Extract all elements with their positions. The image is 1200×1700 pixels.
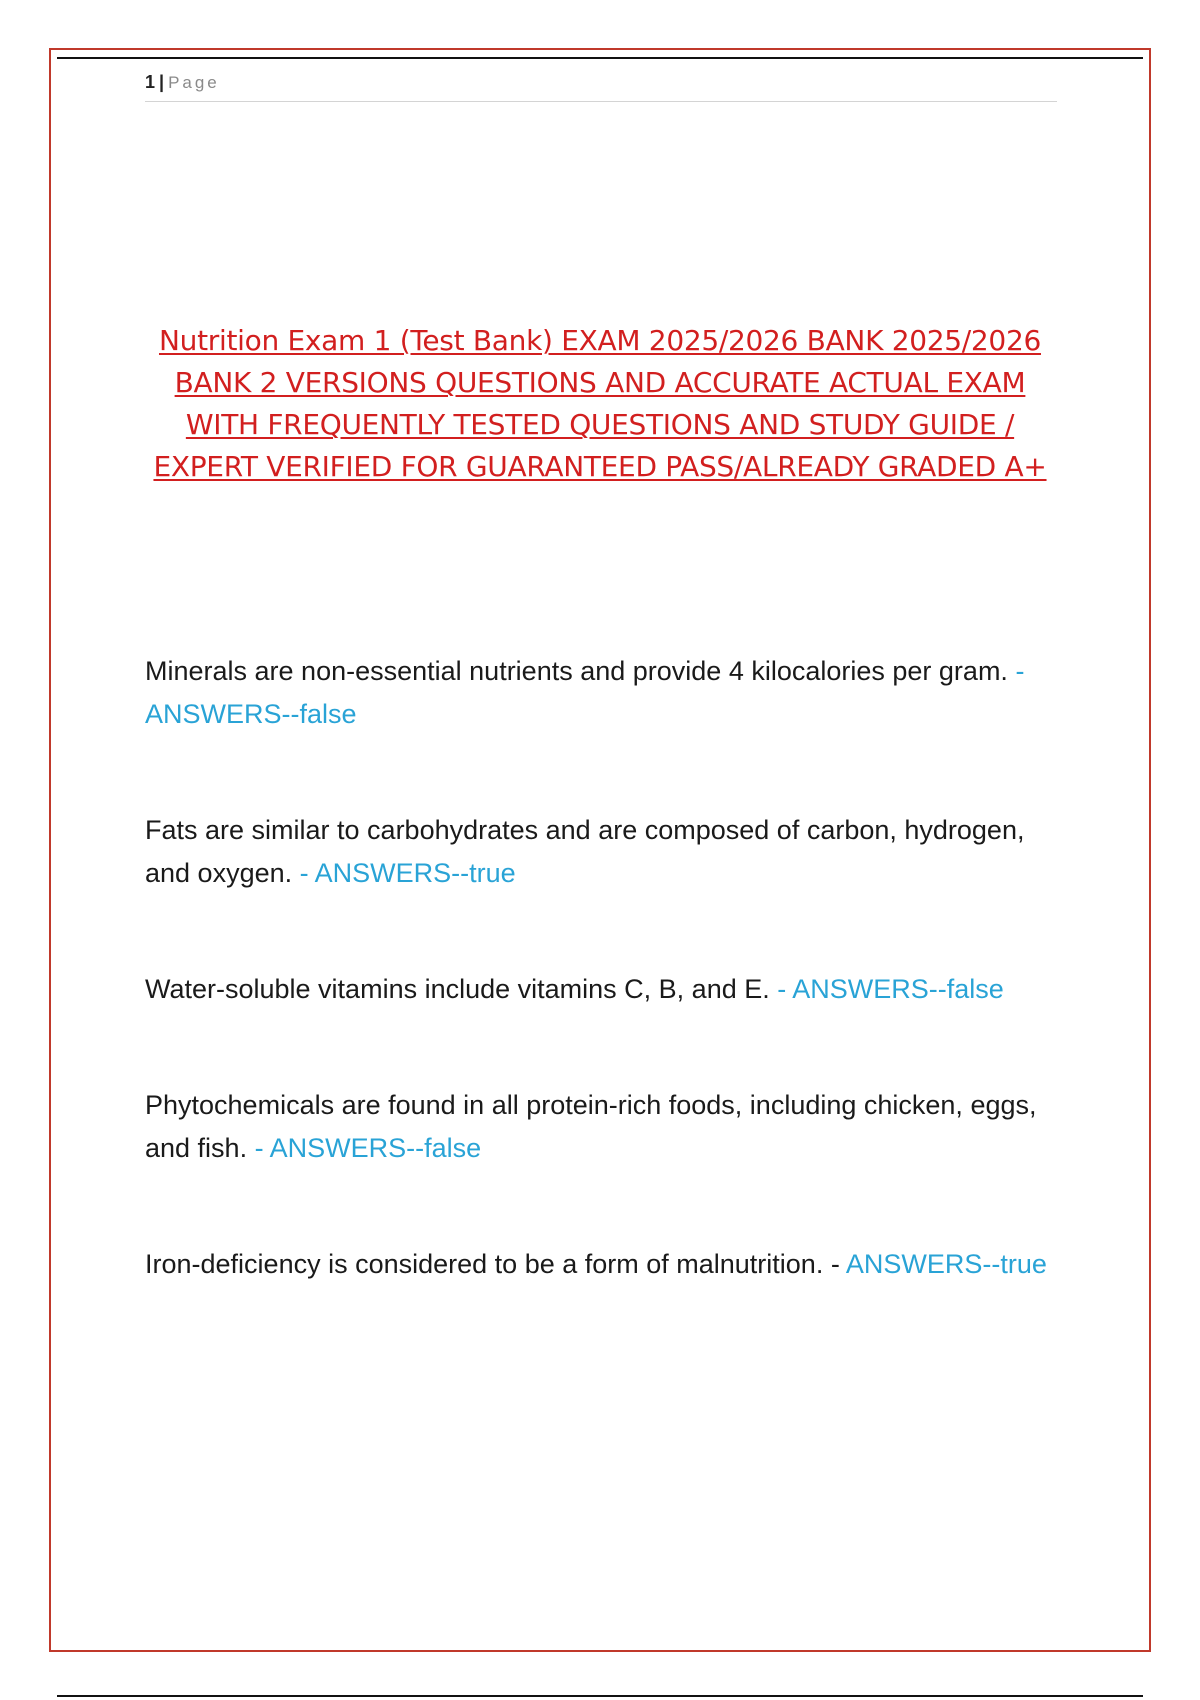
bottom-rule (57, 1695, 1143, 1697)
question-text: Phytochemicals are found in all protein-rich foods, including chicken, eggs, and fish. (145, 1090, 1037, 1163)
question-item (145, 1084, 1075, 1170)
question-item (145, 650, 1075, 736)
page-header (145, 72, 1057, 102)
question-item (145, 968, 1075, 1011)
answer-text: ANSWERS--true (839, 1249, 1047, 1279)
page-separator: | (159, 72, 165, 92)
question-text: Water-soluble vitamins include vitamins C, B, and E. (145, 974, 770, 1004)
question-item (145, 1243, 1075, 1286)
question-item (145, 809, 1075, 895)
page-number: 1 (145, 72, 156, 92)
top-rule (57, 57, 1143, 59)
question-text: Fats are similar to carbohydrates and are composed of carbon, hydrogen, and oxygen. (145, 815, 1025, 888)
document-title: Nutrition Exam 1 (Test Bank) EXAM 2025/2026 BANK 2025/2026 BANK 2 VERSIONS QUESTIONS AND ACCURATE ACTUAL EXAM WITH FREQUENTLY TESTED QUESTIONS AND STUDY GUIDE / EXPERT VERIFIED FOR GUARANTEED PASS/ALREADY GRADED A+ (153, 324, 1047, 483)
question-list (145, 650, 1075, 1359)
page-word: Page (168, 73, 220, 92)
question-text: Minerals are non-essential nutrients and provide 4 kilocalories per gram. (145, 656, 1008, 686)
answer-text: - ANSWERS--false (145, 656, 1025, 729)
answer-text: - ANSWERS--false (769, 974, 1004, 1004)
answer-text: - ANSWERS--true (292, 858, 516, 888)
answer-text: - ANSWERS--false (247, 1133, 482, 1163)
question-text: Iron-deficiency is considered to be a form of malnutrition. - (145, 1249, 840, 1279)
